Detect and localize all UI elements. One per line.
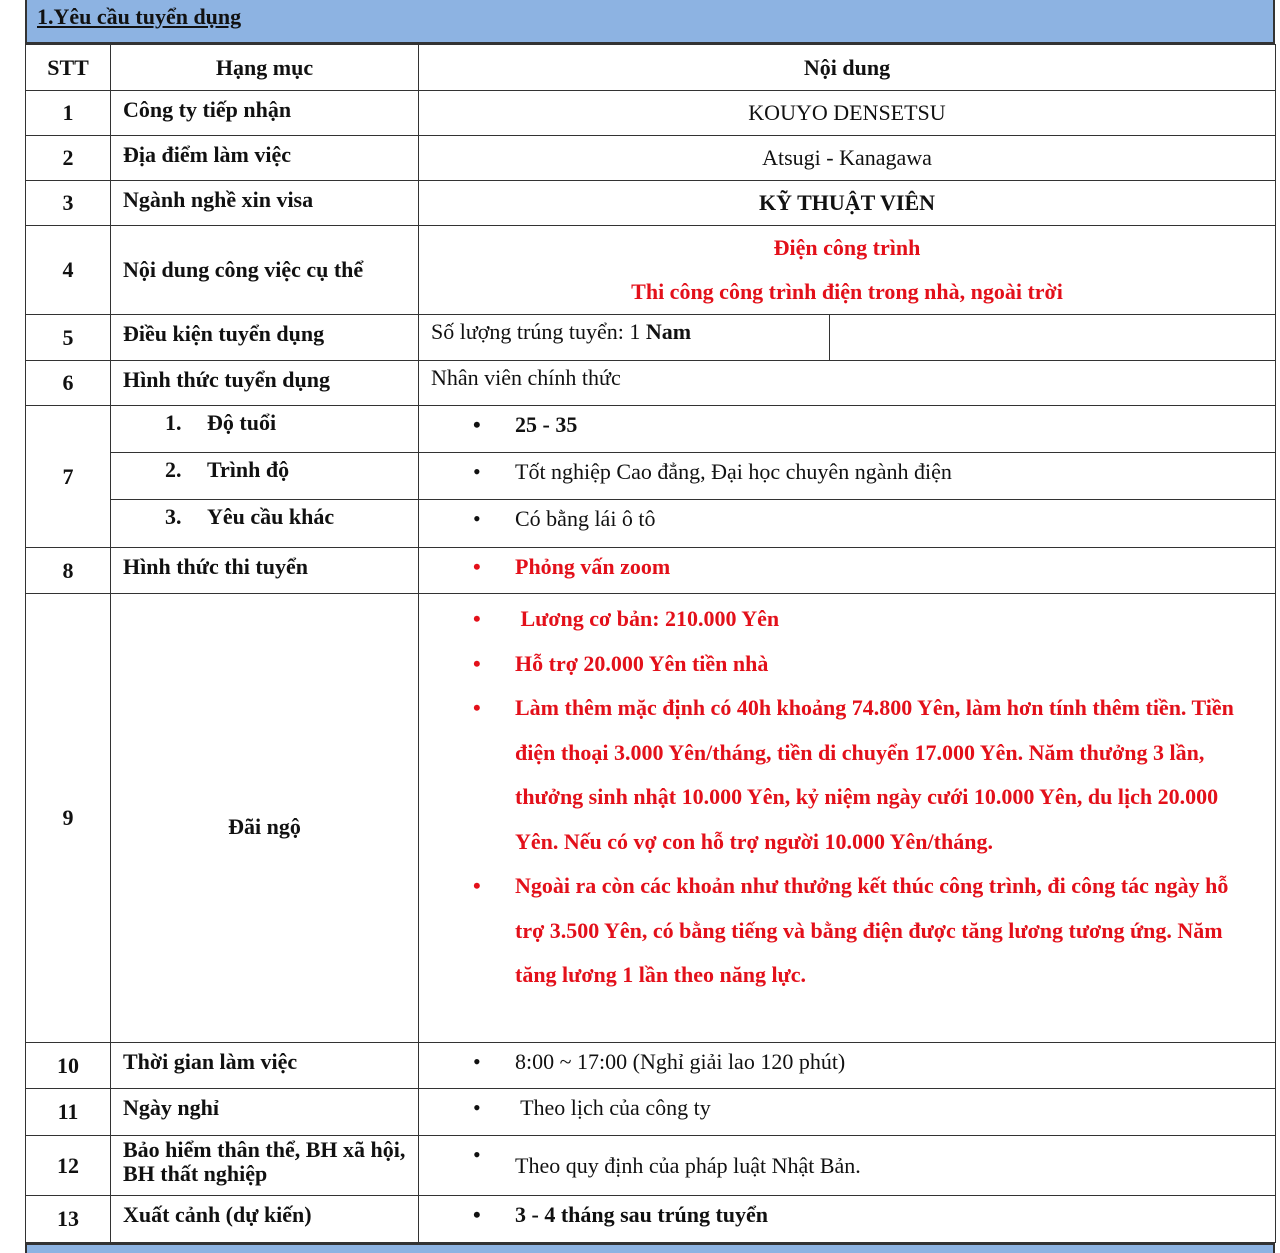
table-row	[26, 91, 1276, 136]
quota-cell	[419, 315, 830, 360]
row-content: KỸ THUẬT VIÊN	[419, 181, 1276, 226]
row-category: Bảo hiểm thân thể, BH xã hội, BH thất nghiệp	[111, 1136, 419, 1196]
table-row	[26, 453, 1276, 500]
row-category: Hình thức thi tuyển	[111, 548, 419, 594]
table-row	[26, 181, 1276, 226]
row-category: Đãi ngộ	[111, 594, 419, 1043]
row-category: Ngày nghỉ	[111, 1089, 419, 1136]
benefit-item: • Làm thêm mặc định có 40h khoảng 74.800 Yên, làm hơn tính thêm tiền. Tiền điện thoại 3.000 Yên/tháng, tiền di chuyển 17.000 Yên. Năm thưởng 3 lần, thưởng sinh nhật 10.000 Yên, kỷ niệm ngày cưới 10.000 Yên, du lịch 20.000 Yên. Nếu có vợ con hỗ trợ người 10.000 Yên/tháng.	[419, 686, 1275, 864]
recruitment-document	[25, 0, 1275, 1253]
row-number: 1	[26, 91, 111, 136]
section-title: 1.Yêu cầu tuyển dụng	[37, 4, 242, 29]
benefit-item: • Hỗ trợ 20.000 Yên tiền nhà	[419, 642, 1275, 687]
table-row	[26, 594, 1276, 1043]
row-category: Hình thức tuyển dụng	[111, 361, 419, 406]
row-content	[419, 226, 1276, 315]
quota-gender: Nam	[645, 319, 692, 344]
benefits-list	[419, 594, 1276, 1043]
sub-content: • Tốt nghiệp Cao đẳng, Đại học chuyên ngành điện	[419, 453, 1276, 500]
header-category: Hạng mục	[111, 45, 419, 91]
row-content: • 8:00 ~ 17:00 (Nghỉ giải lao 120 phút)	[419, 1043, 1276, 1089]
sub-content: • Có bằng lái ô tô	[419, 500, 1276, 548]
row-number: 9	[26, 594, 111, 1043]
header-content: Nội dung	[419, 45, 1276, 91]
row-number: 13	[26, 1196, 111, 1243]
row-category: Nội dung công việc cụ thể	[111, 226, 419, 315]
empty-cell	[830, 315, 1275, 360]
row-number: 3	[26, 181, 111, 226]
benefit-item: • Ngoài ra còn các khoản như thưởng kết thúc công trình, đi công tác ngày hỗ trợ 3.500 Yên, có bằng tiếng và bằng điện được tăng lương tương ứng. Năm tăng lương 1 lần theo năng lực.	[419, 864, 1275, 998]
row-category: Điều kiện tuyển dụng	[111, 315, 419, 361]
row-category: Công ty tiếp nhận	[111, 91, 419, 136]
table-row	[26, 1043, 1276, 1089]
job-title-line: Điện công trình	[773, 235, 921, 260]
quota-text: Số lượng trúng tuyển: 1	[431, 319, 646, 344]
table-row	[26, 548, 1276, 594]
row-category: Xuất cảnh (dự kiến)	[111, 1196, 419, 1243]
table-row	[26, 500, 1276, 548]
job-description-line: Thi công công trình điện trong nhà, ngoài trời	[631, 279, 1063, 304]
sub-category: 2. Trình độ	[111, 453, 419, 500]
row-content: Atsugi - Kanagawa	[419, 136, 1276, 181]
header-stt: STT	[26, 45, 111, 91]
table-row	[26, 136, 1276, 181]
next-section-band	[25, 1243, 1275, 1253]
row-content	[419, 315, 1276, 361]
table-row	[26, 1196, 1276, 1243]
row-number: 11	[26, 1089, 111, 1136]
requirements-table	[25, 44, 1276, 1243]
row-number: 4	[26, 226, 111, 315]
row-number: 12	[26, 1136, 111, 1196]
row-category: Ngành nghề xin visa	[111, 181, 419, 226]
row-content: • Theo quy định của pháp luật Nhật Bản.	[419, 1136, 1276, 1196]
table-row	[26, 406, 1276, 453]
row-content: • Phỏng vấn zoom	[419, 548, 1276, 594]
row-number: 2	[26, 136, 111, 181]
row-category: Thời gian làm việc	[111, 1043, 419, 1089]
row-content: KOUYO DENSETSU	[419, 91, 1276, 136]
sub-category: 3. Yêu cầu khác	[111, 500, 419, 548]
row-number: 5	[26, 315, 111, 361]
sub-content: • 25 - 35	[419, 406, 1276, 453]
sub-category: 1. Độ tuổi	[111, 406, 419, 453]
row-number: 10	[26, 1043, 111, 1089]
benefit-item: • Lương cơ bản: 210.000 Yên	[419, 597, 1275, 642]
section-header-band	[25, 0, 1275, 44]
table-header-row	[26, 45, 1276, 91]
table-row	[26, 226, 1276, 315]
row-content: • 3 - 4 tháng sau trúng tuyển	[419, 1196, 1276, 1243]
table-row	[26, 1136, 1276, 1196]
row-category: Địa điểm làm việc	[111, 136, 419, 181]
table-row	[26, 361, 1276, 406]
table-row	[26, 1089, 1276, 1136]
row-number: 8	[26, 548, 111, 594]
row-number: 7	[26, 406, 111, 548]
row-number: 6	[26, 361, 111, 406]
table-row	[26, 315, 1276, 361]
row-content: • Theo lịch của công ty	[419, 1089, 1276, 1136]
row-content: Nhân viên chính thức	[419, 361, 1276, 406]
